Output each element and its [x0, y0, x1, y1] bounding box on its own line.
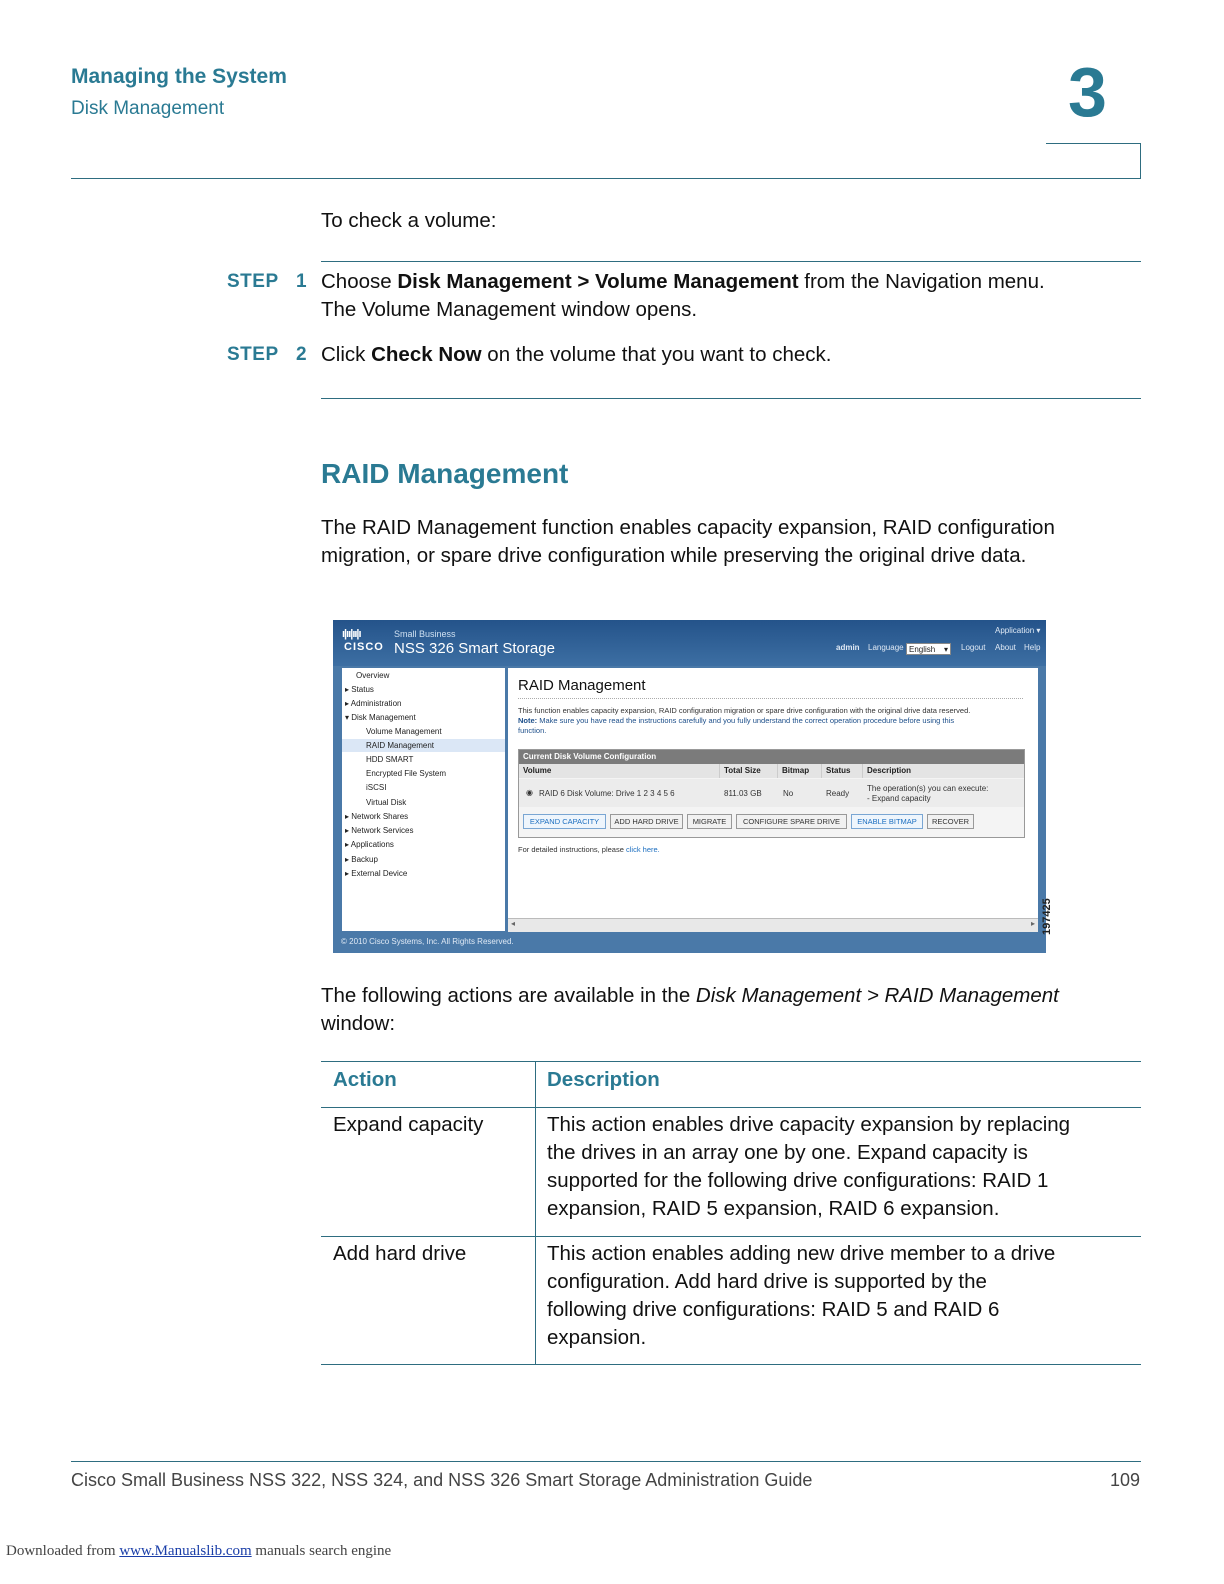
help-link[interactable]: Help [1024, 643, 1041, 652]
content-title: RAID Management [518, 677, 646, 694]
nav-item-disk-management[interactable]: ▾ Disk Management [345, 713, 416, 722]
col-description: Description [863, 764, 1024, 778]
step-1-text: Choose Disk Management > Volume Management from the Navigation menu. The Volume Management window opens. [321, 270, 1045, 321]
nav-item-network-shares[interactable]: ▸ Network Shares [345, 812, 409, 821]
language-label: Language [868, 643, 904, 652]
volume-name: RAID 6 Disk Volume: Drive 1 2 3 4 5 6 [539, 789, 675, 798]
figure-id: 197425 [1041, 898, 1053, 935]
col-total-size: Total Size [720, 764, 778, 778]
check-volume-intro: To check a volume: [321, 209, 497, 232]
volume-bitmap: No [783, 789, 794, 798]
about-link[interactable]: About [995, 643, 1016, 652]
small-business-label: Small Business [394, 629, 456, 639]
col-bitmap: Bitmap [778, 764, 822, 778]
manualslib-link[interactable]: www.Manualslib.com [119, 1543, 252, 1559]
description-line-3: function. [518, 726, 547, 735]
volume-description-2: - Expand capacity [867, 794, 931, 803]
nav-item-status[interactable]: ▸ Status [345, 685, 374, 694]
footer-rule [71, 1461, 1141, 1462]
chevron-down-icon: ▾ [943, 645, 948, 654]
nav-item-overview[interactable]: Overview [356, 671, 390, 680]
table-header-rule [321, 1107, 1141, 1108]
table-header-description: Description [547, 1068, 660, 1091]
description-line-2: Note: Make sure you have read the instructions carefully and you fully understand the correct operation procedure before using this [518, 716, 955, 725]
content-panel [508, 668, 1038, 931]
nav-item-applications[interactable]: ▸ Applications [345, 840, 394, 849]
description-line-1: This function enables capacity expansion, RAID configuration migration or spare drive configuration with the original drive data reserved. [518, 706, 971, 715]
step-2-text: Click Check Now on the volume that you want to check. [321, 343, 832, 366]
table-row-rule [321, 1236, 1141, 1237]
raid-section-title: RAID Management [321, 458, 569, 489]
language-select[interactable]: English ▾ [906, 643, 951, 655]
migrate-button[interactable]: MIGRATE [687, 814, 732, 829]
nav-item-raid-management[interactable]: RAID Management [366, 741, 435, 750]
nav-item-administration[interactable]: ▸ Administration [345, 699, 402, 708]
configure-spare-drive-button[interactable]: CONFIGURE SPARE DRIVE [736, 814, 847, 829]
recover-button[interactable]: RECOVER [927, 814, 974, 829]
step-2-label: STEP 2 [227, 344, 308, 365]
nav-item-virtual-disk[interactable]: Virtual Disk [366, 798, 407, 807]
scroll-left-icon[interactable]: ◂ [511, 919, 516, 928]
app-header-bar [333, 620, 1046, 666]
chapter-number-box [1046, 143, 1141, 179]
table-row-1-description: This action enables drive capacity expansion by replacing the drives in an array one by one. Expand capacity is supported for the following drive configurations: RAID 1 expansion, RAID 5 expansion, RAID 6 expansion. [547, 1113, 1071, 1220]
steps-top-rule [321, 261, 1141, 262]
steps-bottom-rule [321, 398, 1141, 399]
user-name: admin [836, 643, 860, 652]
nav-item-network-services[interactable]: ▸ Network Services [345, 826, 414, 835]
enable-bitmap-button[interactable]: ENABLE BITMAP [851, 814, 923, 829]
raid-section-paragraph: The RAID Management function enables capacity expansion, RAID configuration migration, or spare drive configuration while preserving the original drive data. [321, 516, 1055, 567]
footer-guide-title: Cisco Small Business NSS 322, NSS 324, and NSS 326 Smart Storage Administration Guide [71, 1470, 813, 1490]
table-bottom-rule [321, 1364, 1141, 1365]
cisco-logo-icon: ı|ıı|ıı|ı [342, 628, 361, 640]
table-header-action: Action [333, 1068, 397, 1091]
chapter-subtitle: Disk Management [71, 98, 225, 119]
raid-management-screenshot [333, 620, 1046, 953]
volume-description-1: The operation(s) you can execute: [867, 784, 989, 793]
table-row-2-description: This action enables adding new drive member to a drive configuration. Add hard drive is supported by the following drive configurations: RAID 5 and RAID 6 expansion. [547, 1242, 1056, 1349]
page-number: 109 [1110, 1470, 1141, 1490]
nav-item-external-device[interactable]: ▸ External Device [345, 869, 408, 878]
instructions-text: For detailed instructions, please click here. [518, 845, 660, 854]
header-rule [71, 178, 1141, 179]
table-row-2-action: Add hard drive [333, 1242, 467, 1265]
scroll-right-icon[interactable]: ▸ [1030, 919, 1035, 928]
volume-radio[interactable]: ◉ [526, 788, 533, 797]
col-volume: Volume [519, 764, 720, 778]
nav-item-encrypted-file-system[interactable]: Encrypted File System [366, 769, 447, 778]
logout-link[interactable]: Logout [961, 643, 986, 652]
product-title: NSS 326 Smart Storage [394, 640, 555, 657]
cisco-logo-text: CISCO [344, 641, 384, 653]
volume-row[interactable] [519, 779, 1024, 807]
navigation-menu [342, 668, 505, 931]
volume-status: Ready [826, 789, 850, 798]
expand-capacity-button[interactable]: EXPAND CAPACITY [523, 814, 606, 829]
step-1-label: STEP 1 [227, 271, 308, 292]
table-top-rule [321, 1061, 1141, 1062]
disk-volume-configuration [518, 749, 1025, 838]
horizontal-scrollbar[interactable] [508, 918, 1038, 932]
volume-total-size: 811.03 GB [724, 789, 762, 798]
nav-item-hdd-smart[interactable]: HDD SMART [366, 755, 414, 764]
actions-intro: The following actions are available in the Disk Management > RAID Management window: [321, 984, 1059, 1035]
instructions-link[interactable]: click here. [625, 845, 660, 854]
chapter-number: 3 [1068, 53, 1107, 131]
table-row-1-action: Expand capacity [333, 1113, 484, 1136]
config-header: Current Disk Volume Configuration [519, 750, 1024, 764]
col-status: Status [822, 764, 863, 778]
title-divider [518, 698, 1023, 699]
nav-item-volume-management[interactable]: Volume Management [366, 727, 442, 736]
add-hard-drive-button[interactable]: ADD HARD DRIVE [610, 814, 683, 829]
download-note: Downloaded from www.Manualslib.com manuals search engine [6, 1543, 392, 1559]
application-menu[interactable]: Application ▾ [995, 626, 1041, 635]
nav-item-backup[interactable]: ▸ Backup [345, 855, 378, 864]
copyright-notice: © 2010 Cisco Systems, Inc. All Rights Reserved. [341, 937, 514, 946]
nav-item-iscsi[interactable]: iSCSI [366, 783, 387, 792]
chapter-title: Managing the System [71, 65, 287, 88]
